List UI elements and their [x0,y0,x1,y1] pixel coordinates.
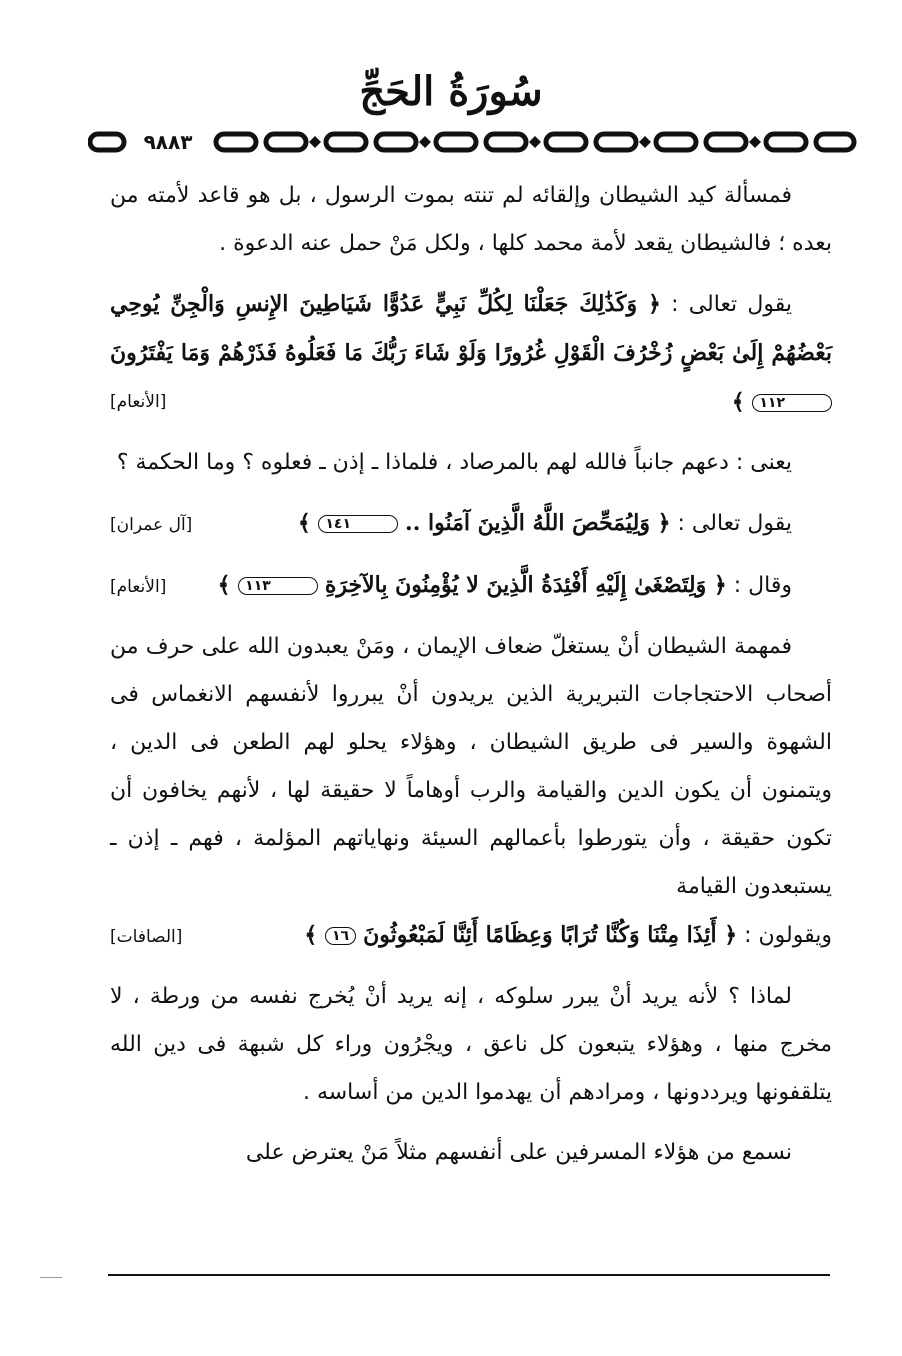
verse-number: ١٦ [325,927,356,945]
text-p7: لماذا ؟ لأنه يريد أنْ يبرر سلوكه ، إنه يريد أنْ يُخرج نفسه من ورطة ، لا مخرج منها ، وهؤلاء يتبعون كل ناعق ، ويجْرُون وراء كل شبهة فى دين الله يتلقفونها ويرددونها ، ومرادهم أن يهدموا الدين من أساسه . [110,984,832,1105]
quran-verse: ﴿ وَلِيُمَحِّصَ اللَّهُ الَّذِينَ آمَنُوا .. [405,510,671,536]
surah-reference: [الأنعام] [110,392,167,412]
text-p1: فمسألة كيد الشيطان وإلقائه لم تنته بموت الرسول ، بل هو قاعد لأمته من بعده ؛ فالشيطان يقعد لأمة محمد كلها ، ولكل مَنْ حمل عنه الدعوة . [110,183,832,256]
surah-reference: [الصافات] [110,927,183,947]
text-p2-intro: يقول تعالى : [660,292,792,317]
quran-verse: ﴿ وَكَذَٰلِكَ جَعَلْنَا لِكُلِّ نَبِيٍّ عَدُوًّا شَيَاطِينَ الإِنسِ وَالْجِنِّ يُوحِي بَعْضُهُمْ إِلَىٰ بَعْضٍ زُخْرُفَ الْقَوْلِ غُرُورًا وَلَوْ شَاءَ رَبُّكَ مَا فَعَلُوهُ فَذَرْهُمْ وَمَا يَفْتَرُونَ [110,291,832,366]
main-text [110,172,832,1189]
paragraph-7 [110,973,832,1117]
footer-rule [108,1274,830,1276]
paragraph-5 [110,561,832,611]
paragraph-2 [110,280,832,427]
surah-title: سُورَةُ الحَجِّ [359,68,543,115]
paragraph-6 [110,623,832,961]
verse-close: ﴾ [304,922,325,948]
page-number: ٩٨٨٣ [143,130,193,154]
text-p8: نسمع من هؤلاء المسرفين على أنفسهم مثلاً مَنْ يعترض على [245,1140,792,1165]
text-p6-intro: ويقولون : [737,923,832,948]
margin-mark [40,1277,62,1278]
verse-number: ١١٣ [238,577,318,595]
quran-verse: ﴿ وَلِتَصْغَىٰ إِلَيْهِ أَفْئِدَةُ الَّذِينَ لا يُؤْمِنُونَ بِالآخِرَةِ [324,572,727,598]
verse-close: ﴾ [217,572,239,598]
paragraph-1 [110,172,832,268]
verse-close: ﴾ [297,510,319,536]
text-p5-intro: وقال : [726,573,792,598]
paragraph-4 [110,499,832,549]
paragraph-8 [110,1129,832,1177]
verse-close: ﴾ [731,389,753,415]
verse-number: ١١٢ [752,394,832,412]
text-p4-intro: يقول تعالى : [670,511,792,536]
header-ornament [88,128,858,158]
text-p6: فمهمة الشيطان أنْ يستغلّ ضعاف الإيمان ، ومَنْ يعبدون الله على حرف من أصحاب الاحتجاجات التبريرية الذين يريدون أنْ يبرروا لأنفسهم الانغماس فى الشهوة والسير فى طريق الشيطان ، وهؤلاء يحلو لهم الطعن فى الدين ، ويتمنون أن يكون الدين والقيامة والرب أوهاماً لا حقيقة لها ، لأنهم يخافون أن تكون حقيقة ، وأن يتورطوا بأعمالهم السيئة ونهاياتهم المؤلمة ، فهم ـ إذن ـ يستبعدون القيامة [110,634,832,899]
paragraph-3 [110,439,832,487]
quran-verse: ﴿ أَئِذَا مِتْنَا وَكُنَّا تُرَابًا وَعِظَامًا أَئِنَّا لَمَبْعُوثُونَ [363,922,738,948]
surah-reference: [الأنعام] [110,577,167,597]
text-p3: يعنى : دعهم جانباً فالله لهم بالمرصاد ، فلماذا ـ إذن ـ فعلوه ؟ وما الحكمة ؟ [116,450,792,475]
verse-number: ١٤١ [318,515,398,533]
surah-reference: [آل عمران] [110,515,193,535]
